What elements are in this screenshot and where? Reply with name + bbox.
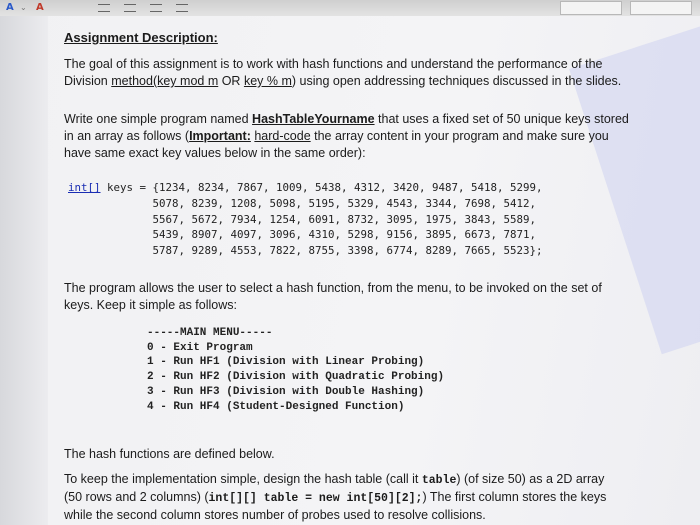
style-box[interactable] <box>560 1 622 15</box>
goal-line-2: Division method(key mod m OR key % m) using open addressing techniques discussed in the slides. <box>64 74 622 88</box>
menu-line-1: The program allows the user to select a hash function, from the menu, to be invoked on the set of <box>64 281 602 295</box>
class-name-link[interactable]: HashTableYourname <box>252 112 375 126</box>
keys-code-block <box>68 180 628 259</box>
table-decl-code: int[][] table = new int[50][2]; <box>208 492 423 505</box>
program-line-1: Write one simple program named HashTableYourname that uses a fixed set of 50 unique keys stored <box>64 112 629 126</box>
menu-paragraph <box>64 280 602 314</box>
font-color-icon[interactable]: A <box>36 2 44 13</box>
menu-item: 0 - Exit Program <box>147 341 253 354</box>
align-right-icon[interactable] <box>150 4 162 12</box>
code-line: 5078, 8239, 1208, 5098, 5195, 5329, 4543, 3344, 7698, 5412, <box>68 196 537 210</box>
method-link[interactable]: method(key mod m <box>111 74 219 88</box>
goal-paragraph <box>64 56 621 90</box>
hard-code-link[interactable]: hard-code <box>254 129 311 143</box>
code-type-keyword: int[] <box>68 181 101 194</box>
program-line-3: have same exact key values below in the same order): <box>64 146 366 160</box>
menu-title: -----MAIN MENU----- <box>147 327 273 339</box>
style-box[interactable] <box>630 1 692 15</box>
table-name-code: table <box>421 474 457 487</box>
code-line: keys = {1234, 8234, 7867, 1009, 5438, 4312, 3420, 9487, 5418, 5299, <box>100 181 543 194</box>
table-line-1: To keep the implementation simple, design the hash table (call it table) (of size 50) as a 2D array <box>64 472 605 487</box>
menu-item: 3 - Run HF3 (Division with Double Hashing) <box>147 385 425 398</box>
key-mod-link[interactable]: key % m <box>243 74 292 88</box>
table-line-3: while the second column stores number of probes used to resolve collisions. <box>64 508 486 522</box>
table-line-2: (50 rows and 2 columns) (int[][] table = new int[50][2];) The first column stores the keys <box>64 490 607 505</box>
assignment-heading: Assignment Description: <box>64 30 218 45</box>
align-center-icon[interactable] <box>124 4 136 12</box>
goal-line-1: The goal of this assignment is to work with hash functions and understand the performance of the <box>64 57 603 71</box>
menu-line-2: keys. Keep it simple as follows: <box>64 298 237 312</box>
editor-toolbar <box>0 0 700 17</box>
menu-item: 1 - Run HF1 (Division with Linear Probing) <box>147 356 425 369</box>
main-menu-listing <box>147 326 444 414</box>
code-line: 5439, 8907, 4097, 3096, 4310, 5298, 9156, 3895, 6673, 7871, <box>68 228 537 242</box>
menu-item: 4 - Run HF4 (Student-Designed Function) <box>147 400 405 413</box>
hash-functions-intro: The hash functions are defined below. <box>64 447 275 461</box>
menu-item: 2 - Run HF2 (Division with Quadratic Probing) <box>147 371 445 384</box>
table-paragraph <box>64 471 606 524</box>
code-line: 5567, 5672, 7934, 1254, 6091, 8732, 3095, 1975, 3843, 5589, <box>68 212 537 226</box>
program-line-2: in an array as follows (Important: hard-code the array content in your program and make sure you <box>64 129 609 143</box>
code-line: 5787, 9289, 4553, 7822, 8755, 3398, 6774, 8289, 7665, 5523}; <box>68 244 543 258</box>
font-icon[interactable]: A <box>6 2 14 13</box>
align-left-icon[interactable] <box>98 4 110 12</box>
align-justify-icon[interactable] <box>176 4 188 12</box>
chevron-down-icon[interactable]: ⌄ <box>20 3 27 12</box>
program-paragraph <box>64 111 629 162</box>
page-margin <box>0 16 48 525</box>
important-label: Important: <box>189 129 251 143</box>
